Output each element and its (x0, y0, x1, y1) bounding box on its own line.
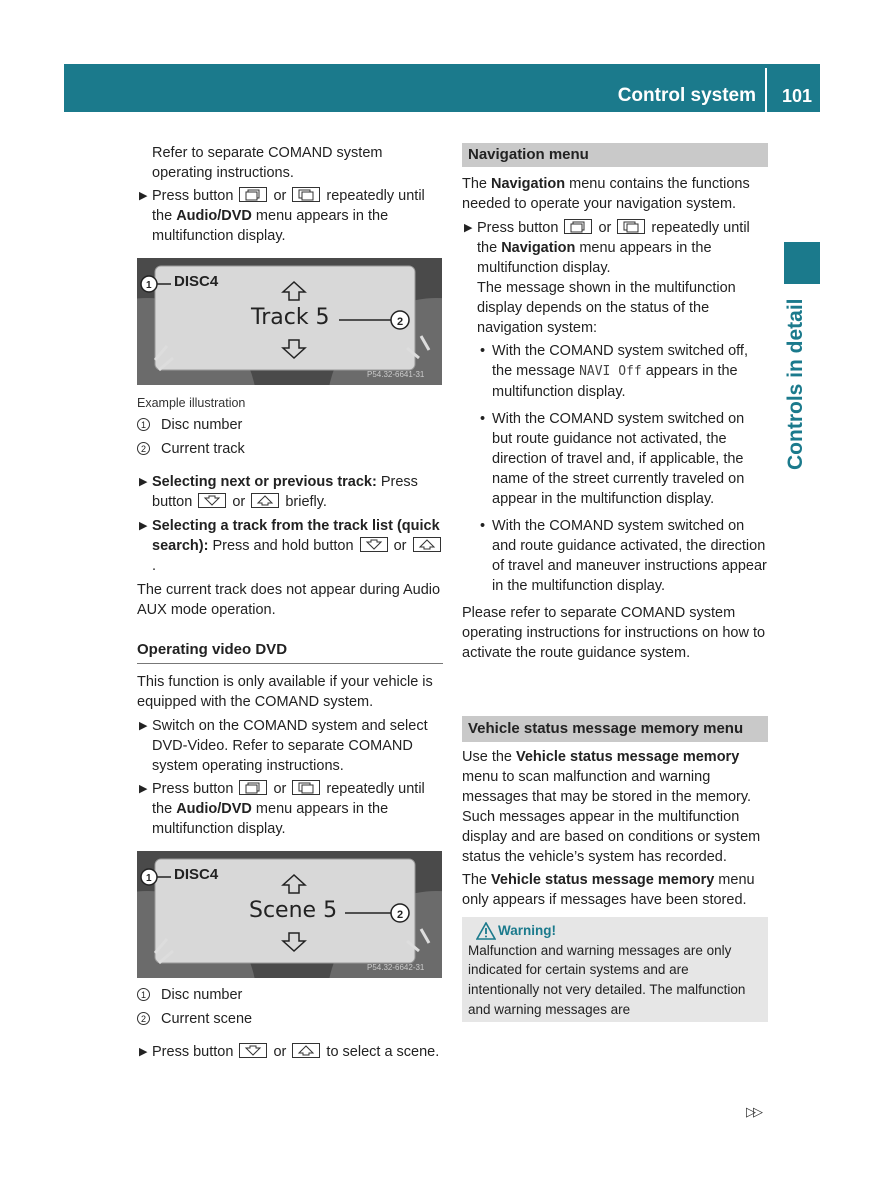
menu-forward-button-icon (292, 780, 320, 795)
instruction-step: ▶ Selecting a track from the track list (quick search): Press and hold button or . (139, 518, 440, 574)
track-label: Track 5 (251, 305, 330, 330)
page-header (64, 64, 820, 112)
figure-code: P54.32-6641-31 (367, 370, 425, 379)
figure-caption: Example illustration (137, 396, 246, 410)
left-column-bottom (137, 985, 443, 1062)
header-divider (765, 68, 767, 112)
left-column-top (137, 143, 443, 246)
paragraph: Use the Vehicle status message memory menu to scan malfunction and warning messages that may be stored in the memory. Such messages appear in the multifunction display and are based on conditions or system status the vehicle’s system has recorded. (462, 749, 761, 865)
instruction-step: ▶ Switch on the COMAND system and select DVD-Video. Refer to separate COMAND system operating instructions. (139, 718, 428, 774)
triangle-bullet-icon: ▶ (139, 720, 148, 732)
legend-item: 2 Current track (137, 439, 443, 459)
right-column-lower (462, 716, 768, 1022)
triangle-bullet-icon: ▶ (139, 783, 148, 795)
side-tab-label: Controls in detail (784, 298, 807, 470)
triangle-bullet-icon: ▶ (139, 190, 148, 202)
section-heading-vehicle-status: Vehicle status message memory menu (462, 716, 768, 742)
scene-label: Scene 5 (249, 898, 338, 923)
scroll-up-button-icon (251, 493, 279, 508)
warning-text: Malfunction and warning messages are only indicated for certain systems and are intentionally not very detailed. The malfunction and warning messages are (468, 942, 746, 1017)
scroll-down-button-icon (239, 1043, 267, 1058)
legend-item: 1 Disc number (137, 415, 443, 435)
paragraph: This function is only available if your vehicle is equipped with the COMAND system. (137, 674, 433, 710)
paragraph: The message shown in the multifunction display depends on the status of the navigation system: (477, 280, 736, 336)
callout-2-label: 2 (397, 316, 404, 328)
callout-2-label: 2 (397, 909, 404, 921)
callout-1-label: 1 (146, 873, 152, 884)
menu-back-button-icon (564, 219, 592, 234)
instruction-step: ▶ Press button or repeatedly until the Audio/DVD menu appears in the multifunction display. (139, 781, 425, 837)
triangle-bullet-icon: ▶ (139, 520, 148, 532)
scroll-down-button-icon (360, 537, 388, 552)
scroll-up-button-icon (292, 1043, 320, 1058)
warning-triangle-icon (476, 922, 496, 940)
callout-1-label: 1 (146, 280, 152, 291)
continued-arrow-icon: ▷▷ (746, 1104, 760, 1119)
legend-item: 2 Current scene (137, 1009, 443, 1029)
paragraph: The Vehicle status message memory menu only appears if messages have been stored. (462, 872, 755, 908)
list-item: • With the COMAND system switched on and route guidance activated, the direction of travel and maneuver instructions appear in the multifunction display. (480, 518, 767, 594)
paragraph: Please refer to separate COMAND system operating instructions for instructions on how to activate the route guidance system. (462, 605, 766, 661)
section-heading-navigation: Navigation menu (462, 143, 768, 167)
menu-back-button-icon (239, 187, 267, 202)
right-column (462, 143, 768, 663)
paragraph: The current track does not appear during Audio AUX mode operation. (137, 582, 441, 618)
header-title: Control system (617, 85, 756, 106)
warning-heading: Warning! (468, 921, 762, 941)
triangle-bullet-icon: ▶ (139, 1046, 148, 1058)
menu-forward-button-icon (292, 187, 320, 202)
menu-forward-button-icon (617, 219, 645, 234)
instruction-step: ▶ Press button or repeatedly until the Audio/DVD menu appears in the multifunction display. (139, 188, 425, 244)
instruction-step: ▶ Press button or to select a scene. (139, 1044, 440, 1060)
disc-label: DISC4 (174, 273, 219, 290)
legend-item: 1 Disc number (137, 985, 443, 1005)
figure-code: P54.32-6642-31 (367, 963, 425, 972)
paragraph: The Navigation menu contains the functions needed to operate your navigation system. (462, 176, 750, 212)
list-item: • With the COMAND system switched on but route guidance not activated, the direction of travel and, if applicable, the name of the street currently traveled on appear in the multifunction display. (480, 411, 745, 507)
triangle-bullet-icon: ▶ (139, 476, 148, 488)
dashboard-illustration-scene (137, 851, 442, 978)
triangle-bullet-icon: ▶ (464, 222, 473, 234)
page-number: 101 (782, 86, 813, 106)
scroll-down-button-icon (198, 493, 226, 508)
warning-box (462, 917, 768, 1022)
instruction-step: ▶ Selecting next or previous track: Press button or briefly. (139, 474, 418, 510)
left-column-middle (137, 393, 443, 839)
instruction-step: ▶ Press button or repeatedly until the Navigation menu appears in the multifunction display. (464, 220, 750, 276)
section-subheading: Operating video DVD (137, 640, 443, 664)
menu-back-button-icon (239, 780, 267, 795)
list-item: • With the COMAND system switched off, the message NAVI Off appears in the multifunction display. (480, 343, 748, 400)
disc-label: DISC4 (174, 866, 219, 883)
scroll-up-button-icon (413, 537, 441, 552)
dashboard-illustration-track (137, 258, 442, 385)
paragraph: Refer to separate COMAND system operating instructions. (152, 145, 383, 181)
